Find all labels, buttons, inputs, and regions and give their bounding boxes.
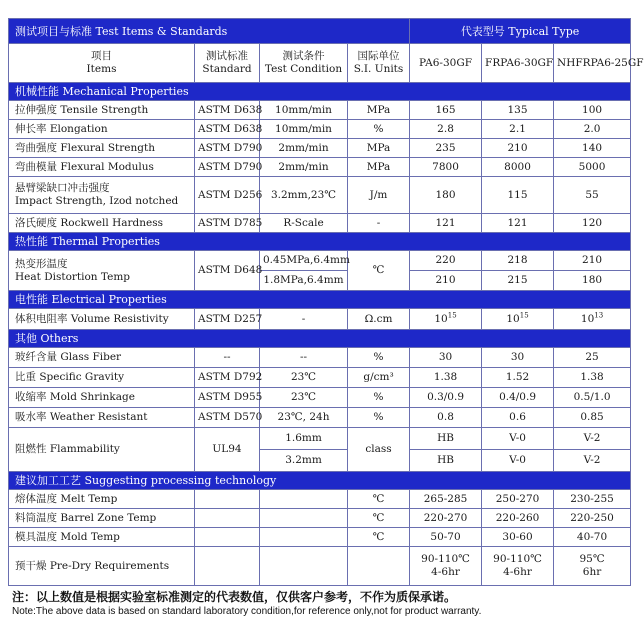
table-cell: 120 [554, 214, 631, 233]
table-cell [260, 490, 348, 509]
table-cell: 0.5/1.0 [554, 388, 631, 408]
table-cell: 2.0 [554, 120, 631, 139]
table-cell: 121 [410, 214, 482, 233]
table-cell: 1.38 [554, 368, 631, 388]
table-row [9, 428, 631, 450]
table-row [9, 490, 631, 509]
table-cell: 2.1 [482, 120, 554, 139]
table-row [9, 528, 631, 547]
table-cell: 250-270 [482, 490, 554, 509]
footnotes [12, 589, 632, 619]
table-cell: 220-270 [410, 509, 482, 528]
table-cell: V-0 [482, 428, 554, 450]
table-cell: ASTM D638 [195, 120, 260, 139]
table-cell [260, 509, 348, 528]
table-cell: 悬臂梁缺口冲击强度 Impact Strength, Izod notched [9, 177, 195, 214]
table-cell: 121 [482, 214, 554, 233]
table-cell: 3.2mm,23℃ [260, 177, 348, 214]
table-cell: % [348, 120, 410, 139]
table-cell: 210 [482, 139, 554, 158]
table-cell [195, 547, 260, 586]
table-cell: 体积电阻率 Volume Resistivity [9, 309, 195, 330]
table-cell: ASTM D256 [195, 177, 260, 214]
table-cell: ASTM D638 [195, 101, 260, 120]
table-cell: - [260, 309, 348, 330]
table-cell: 230-255 [554, 490, 631, 509]
table-row [9, 348, 631, 368]
table-cell: 40-70 [554, 528, 631, 547]
section-mechanical [9, 83, 631, 101]
table-row [9, 177, 631, 214]
table-cell: V-2 [554, 428, 631, 450]
table-cell: 0.85 [554, 408, 631, 428]
table-cell: 机械性能 Mechanical Properties [9, 83, 631, 101]
table-cell: $10^{15}$ [482, 309, 554, 330]
table-cell: ℃ [348, 251, 410, 291]
header-left: 测试项目与标准 Test Items & Standards [9, 19, 410, 44]
table-cell: ℃ [348, 490, 410, 509]
table-cell: 2.8 [410, 120, 482, 139]
col-item: 项目 Items [9, 44, 195, 83]
table-cell: 玻纤含量 Glass Fiber [9, 348, 195, 368]
table-cell: g/cm³ [348, 368, 410, 388]
table-row [9, 388, 631, 408]
table-cell: 热性能 Thermal Properties [9, 233, 631, 251]
table-row [9, 158, 631, 177]
table-cell: 料筒温度 Barrel Zone Temp [9, 509, 195, 528]
table-cell: 115 [482, 177, 554, 214]
section-thermal [9, 233, 631, 251]
table-cell: UL94 [195, 428, 260, 472]
table-cell: 23℃, 24h [260, 408, 348, 428]
table-cell: ASTM D648 [195, 251, 260, 291]
table-row [9, 509, 631, 528]
table-cell: 135 [482, 101, 554, 120]
table-cell: 90-110℃ 4-6hr [410, 547, 482, 586]
table-cell: 熔体温度 Melt Temp [9, 490, 195, 509]
table-cell: 弯曲模量 Flexural Modulus [9, 158, 195, 177]
table-cell: V-2 [554, 450, 631, 472]
table-cell: 阻燃性 Flammability [9, 428, 195, 472]
table-row [9, 408, 631, 428]
table-row [9, 101, 631, 120]
table-cell: 5000 [554, 158, 631, 177]
table-cell: MPa [348, 101, 410, 120]
table-row [9, 214, 631, 233]
table-cell: % [348, 408, 410, 428]
table-cell [260, 528, 348, 547]
table-cell: 165 [410, 101, 482, 120]
table-cell: class [348, 428, 410, 472]
col-unit: 国际单位 S.I. Units [348, 44, 410, 83]
table-cell: 7800 [410, 158, 482, 177]
header-right: 代表型号 Typical Type [410, 19, 631, 44]
section-processing [9, 472, 631, 490]
table-cell [260, 547, 348, 586]
col-condition: 测试条件 Test Condition [260, 44, 348, 83]
table-cell: $10^{15}$ [410, 309, 482, 330]
properties-table [8, 18, 644, 586]
table-cell: 1.6mm [260, 428, 348, 450]
table-cell: 25 [554, 348, 631, 368]
table-cell [195, 528, 260, 547]
section-others [9, 330, 631, 348]
table-cell: 220-250 [554, 509, 631, 528]
table-cell: 模具温度 Mold Temp [9, 528, 195, 547]
col-grade-3: NHFRPA6-25GF [554, 44, 631, 83]
table-cell: 23℃ [260, 368, 348, 388]
col-grade-2: FRPA6-30GF [482, 44, 554, 83]
note-chinese: 注：以上数值是根据实验室标准测定的代表数值，仅供客户参考，不作为质保承诺。 [12, 590, 457, 604]
table-cell: 1.52 [482, 368, 554, 388]
table-cell: 0.6 [482, 408, 554, 428]
table-cell: MPa [348, 158, 410, 177]
column-header-row [9, 44, 631, 83]
table-cell: ASTM D955 [195, 388, 260, 408]
table-cell: 180 [410, 177, 482, 214]
table-cell: ASTM D257 [195, 309, 260, 330]
col-standard: 测试标准 Standard [195, 44, 260, 83]
table-cell: 0.4/0.9 [482, 388, 554, 408]
table-cell: 140 [554, 139, 631, 158]
table-cell: 热变形温度 Heat Distortion Temp [9, 251, 195, 291]
table-cell [195, 509, 260, 528]
table-cell: HB [410, 450, 482, 472]
table-cell [348, 547, 410, 586]
table-cell: 210 [554, 251, 631, 271]
table-cell: 55 [554, 177, 631, 214]
table-cell: 30 [482, 348, 554, 368]
col-grade-1: PA6-30GF [410, 44, 482, 83]
table-cell: 洛氏硬度 Rockwell Hardness [9, 214, 195, 233]
table-cell: 8000 [482, 158, 554, 177]
table-cell: ASTM D792 [195, 368, 260, 388]
table-cell: 218 [482, 251, 554, 271]
table-cell: 2mm/min [260, 139, 348, 158]
table-cell: -- [195, 348, 260, 368]
table-cell: ASTM D785 [195, 214, 260, 233]
section-electrical [9, 291, 631, 309]
table-cell: 10mm/min [260, 101, 348, 120]
table-cell: 210 [410, 271, 482, 291]
table-cell: 220 [410, 251, 482, 271]
table-cell: 235 [410, 139, 482, 158]
table-cell: 电性能 Electrical Properties [9, 291, 631, 309]
table-cell: 1.8MPa,6.4mm [260, 271, 348, 291]
table-cell: R-Scale [260, 214, 348, 233]
table-cell: 90-110℃ 4-6hr [482, 547, 554, 586]
table-row [9, 120, 631, 139]
table-cell: V-0 [482, 450, 554, 472]
table-cell: 180 [554, 271, 631, 291]
table-cell: 30 [410, 348, 482, 368]
table-cell: % [348, 348, 410, 368]
table-row [9, 139, 631, 158]
table-cell: 1.38 [410, 368, 482, 388]
table-cell: 215 [482, 271, 554, 291]
table-cell: 预干燥 Pre-Dry Requirements [9, 547, 195, 586]
table-cell: 0.8 [410, 408, 482, 428]
table-cell: 0.45MPa,6.4mm [260, 251, 348, 271]
table-cell: ASTM D570 [195, 408, 260, 428]
table-cell: 弯曲强度 Flexural Strength [9, 139, 195, 158]
table-cell: 0.3/0.9 [410, 388, 482, 408]
table-cell: J/m [348, 177, 410, 214]
table-cell: 220-260 [482, 509, 554, 528]
table-cell: ASTM D790 [195, 158, 260, 177]
table-cell: 3.2mm [260, 450, 348, 472]
table-cell: HB [410, 428, 482, 450]
table-cell: 50-70 [410, 528, 482, 547]
table-cell: Ω.cm [348, 309, 410, 330]
table-cell: 比重 Specific Gravity [9, 368, 195, 388]
table-row [9, 309, 631, 330]
table-cell: ℃ [348, 509, 410, 528]
table-cell [195, 490, 260, 509]
spec-sheet [8, 18, 644, 586]
table-cell: 2mm/min [260, 158, 348, 177]
table-cell: % [348, 388, 410, 408]
table-row [9, 251, 631, 271]
table-cell: 其他 Others [9, 330, 631, 348]
table-cell: 23℃ [260, 388, 348, 408]
table-row [9, 547, 631, 586]
table-row [9, 368, 631, 388]
table-cell: MPa [348, 139, 410, 158]
table-cell: 95℃ 6hr [554, 547, 631, 586]
table-cell: 30-60 [482, 528, 554, 547]
table-cell: 10mm/min [260, 120, 348, 139]
table-cell: 伸长率 Elongation [9, 120, 195, 139]
table-cell: 建议加工工艺 Suggesting processing technology [9, 472, 631, 490]
table-cell: ASTM D790 [195, 139, 260, 158]
table-cell: 拉伸强度 Tensile Strength [9, 101, 195, 120]
note-english: Note:The above data is based on standard laboratory condition,for reference only,not for product warranty. [12, 606, 482, 617]
table-cell: 吸水率 Weather Resistant [9, 408, 195, 428]
table-cell: 265-285 [410, 490, 482, 509]
table-cell: ℃ [348, 528, 410, 547]
table-cell: $10^{13}$ [554, 309, 631, 330]
table-cell: - [348, 214, 410, 233]
table-cell: 收缩率 Mold Shrinkage [9, 388, 195, 408]
table-header-bar [9, 19, 631, 44]
table-cell: 100 [554, 101, 631, 120]
table-cell: -- [260, 348, 348, 368]
